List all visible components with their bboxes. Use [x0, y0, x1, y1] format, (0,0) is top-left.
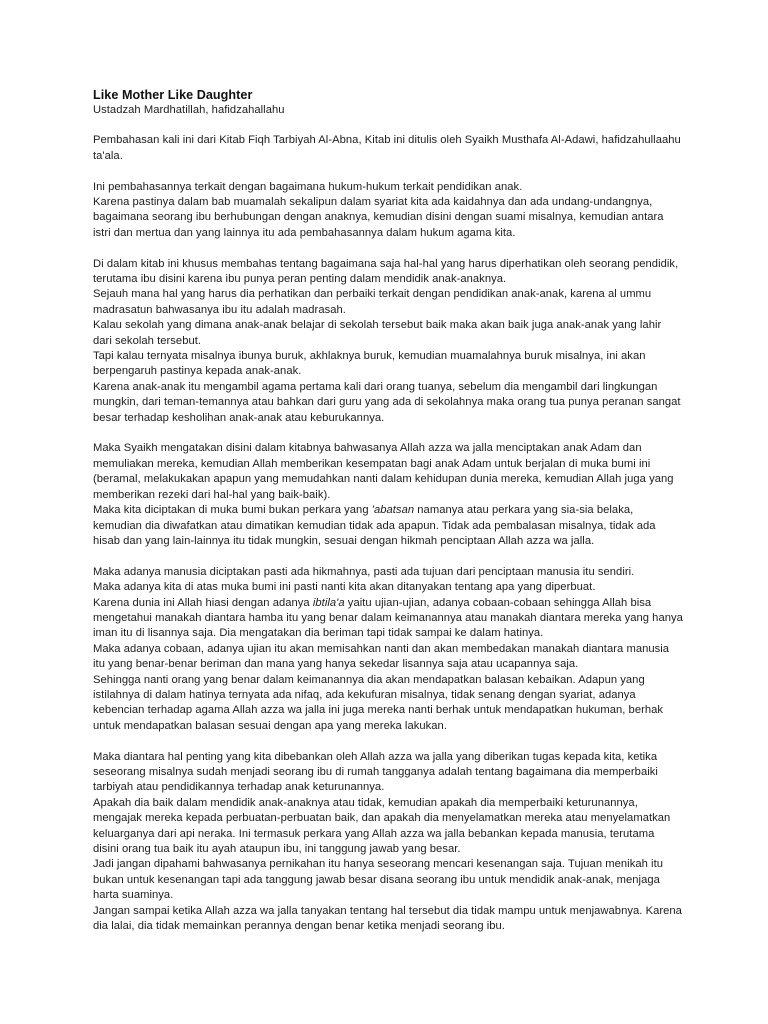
paragraph-line: Karena pastinya dalam bab muamalah sekalipun dalam syariat kita ada kaidahnya dan ada undang-undangnya, bagaimana seorang ibu berhubungan dengan anaknya, kemudian disini dengan suami misalnya, kemudian antara istri dan mertua dan yang lainnya itu ada pembahasannya dalam hukum agama kita. [93, 196, 664, 239]
paragraph-line-with-italic [93, 503, 683, 549]
paragraph-line: Di dalam kitab ini khusus membahas tentang bagaimana saja hal-hal yang harus diperhatikan oleh seorang pendidik, terutama ibu disini karena ibu punya peran penting dalam mendidik anak-anaknya. [93, 257, 679, 286]
document-title: Like Mother Like Daughter [93, 88, 253, 102]
paragraph-line: Maka Syaikh mengatakan disini dalam kitabnya bahwasanya Allah azza wa jalla menciptakan anak Adam dan memuliakan mereka, kemudian Allah memberikan kesempatan bagi anak Adam untuk berjalan di muka bumi ini (beramal, melakukakan apapun yang memudahkan nanti dalam kehidupan dunia mereka, kemudian Allah juga yang memberikan rezeki dari hal-hal yang baik-baik). [93, 442, 674, 501]
paragraph [93, 133, 683, 164]
italic-term: ibtila'a [312, 596, 345, 609]
paragraph-line: Sehingga nanti orang yang benar dalam keimanannya dia akan mendapatkan balasan kebaikan. Adapun yang istilahnya di dalam hatinya ternyata ada nifaq, ada kekufuran misalnya, tidak senang dengan syariat, adanya kebencian terhadap agama Allah azza wa jalla ini juga mereka nanti berhak untuk mendapatkan hukuman, berhak untuk mendapatkan balasan sesuai dengan apa yang mereka lakukan. [93, 673, 664, 732]
text-segment: namanya atau perkara yang sia-sia belaka, kemudian dia diwafatkan atau dimatikan kemudian tidak ada apapun. Tidak ada pembalasan misalnya, tidak ada hisab dan yang lain-lainnya itu tidak mungkin, sesuai dengan hikmah penciptaan Allah azza wa jalla. [93, 504, 656, 547]
paragraph-line: Maka adanya manusia diciptakan pasti ada hikmahnya, pasti ada tujuan dari penciptaan manusia itu sendiri. [93, 565, 635, 578]
paragraph-line: Tapi kalau ternyata misalnya ibunya buruk, akhlaknya buruk, kemudian muamalahnya buruk misalnya, ini akan berpengaruh pastinya kepada anak-anak. [93, 350, 646, 378]
paragraph-line: Jadi jangan dipahami bahwasanya pernikahan itu hanya seseorang mencari kesenangan saja. Tujuan menikah itu bukan untuk kesenangan tapi ada tanggung jawab besar disana seorang ibu untuk mendidik anak-anak, menjaga harta suaminya. [93, 858, 664, 902]
document-body [93, 88, 683, 950]
paragraph-line: Maka adanya kita di atas muka bumi ini pasti nanti kita akan ditanyakan tentang apa yang diperbuat. [93, 581, 596, 594]
italic-term: 'abatsan [371, 504, 415, 517]
paragraph [93, 180, 683, 242]
paragraph-line: Maka adanya cobaan, adanya ujian itu akan memisahkan nanti dan akan membedakan manakah diantara manusia itu yang benar-benar beriman dan mana yang hanya sekedar lisannya saja atau ucapannya saja. [93, 642, 670, 671]
paragraph-line: Jangan sampai ketika Allah azza wa jalla tanyakan tentang hal tersebut dia tidak mampu untuk menjawabnya. Karena dia lalai, dia tidak memainkan perannya dengan benar ketika menjadi seorang ibu. [93, 904, 682, 933]
text-segment: Karena dunia ini Allah hiasi dengan adanya [93, 596, 313, 609]
paragraph-line: Pembahasan kali ini dari Kitab Fiqh Tarbiyah Al-Abna, Kitab ini ditulis oleh Syaikh Musthafa Al-Adawi, hafidzahullaahu ta'ala. [93, 134, 681, 162]
paragraph-line: Kalau sekolah yang dimana anak-anak belajar di sekolah tersebut baik maka akan baik juga anak-anak yang lahir dari sekolah tersebut. [93, 319, 662, 347]
paragraph-line: Karena anak-anak itu mengambil agama pertama kali dari orang tuanya, sebelum dia mengambil dari lingkungan mungkin, dari teman-temannya atau bahkan dari guru yang ada di sekolahnya maka orang tua punya peranan sangat besar terhadap kesholihan anak-anak atau keburukannya. [93, 380, 681, 424]
paragraph [93, 750, 683, 935]
paragraph-line: Sejauh mana hal yang harus dia perhatikan dan perbaiki terkait dengan pendidikan anak-anak, karena al ummu madrasatun bahwasanya ibu itu adalah madrasah. [93, 288, 652, 316]
paragraph-line: Apakah dia baik dalam mendidik anak-anaknya atau tidak, kemudian apakah dia memperbaiki keturunannya, mengajak mereka kepada perbuatan-perbuatan baik, dan apakah dia menyelamatkan mereka atau menyelamatkan keluarganya dari api neraka. Ini termasuk perkara yang Allah azza wa jalla bebankan kepada manusia, terutama disini orang tua baik itu ayah ataupun ibu, ini tanggung jawab yang besar. [93, 796, 671, 856]
paragraph-line: Ini pembahasannya terkait dengan bagaimana hukum-hukum terkait pendidikan anak. [93, 180, 523, 193]
document-author: Ustadzah Mardhatillah, hafidzahallahu [93, 104, 285, 116]
text-segment: Maka kita diciptakan di muka bumi bukan perkara yang [93, 504, 372, 517]
paragraph [93, 257, 683, 426]
paragraph-line-with-italic [93, 596, 683, 642]
paragraph [93, 441, 683, 549]
text-segment: yaitu ujian-ujian, adanya cobaan-cobaan sehingga Allah bisa mengetahui manakah diantara hamba itu yang benar dalam keimanannya atau manakah diantara mereka yang hanya iman itu di lisannya saja. Dia mengatakan dia beriman tapi tidak sampai ke dalam hatinya. [93, 596, 683, 640]
paragraph-line: Maka diantara hal penting yang kita dibebankan oleh Allah azza wa jalla yang diberikan tugas kepada kita, ketika seseorang misalnya sudah menjadi seorang ibu di rumah tangganya adalah tentang bagaimana dia memperbaiki tarbiyah atau pendidikannya terhadap anak keturunannya. [93, 750, 658, 794]
paragraph [93, 565, 683, 734]
